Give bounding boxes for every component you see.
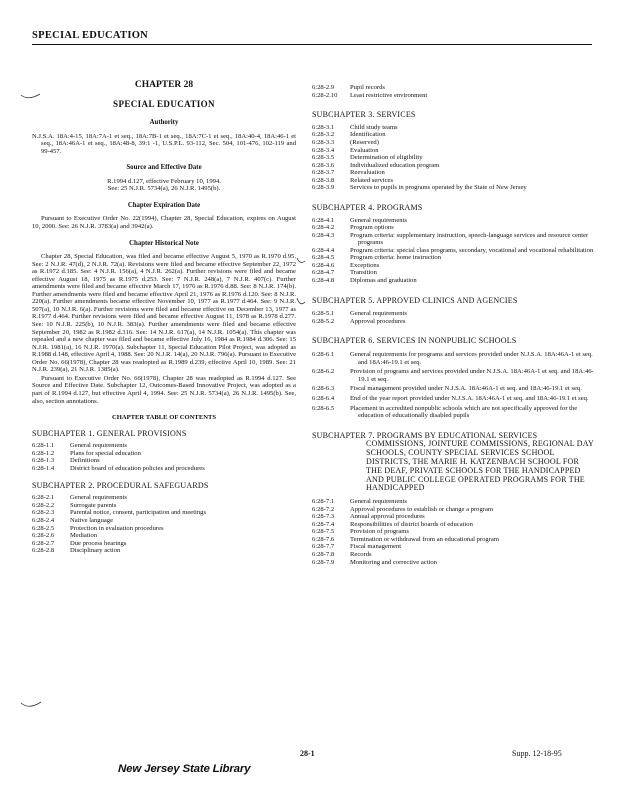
toc-row: 6:28-3.8 Related services — [312, 176, 394, 184]
subchapter-6-list — [312, 351, 594, 419]
toc-row: 6:28-3.1 Child study teams — [312, 123, 398, 131]
toc-row: 6:28-1.2 Plans for special education — [32, 449, 141, 457]
subchapter-5-list — [312, 310, 594, 325]
toc-row: 6:28-4.7 Transition — [312, 269, 377, 277]
toc-row: 6:28-2.9 Pupil records — [312, 84, 385, 91]
source-heading: Source and Effective Date — [126, 164, 202, 172]
subchapter-2-list — [32, 494, 296, 554]
subchapter-7-list — [312, 498, 594, 566]
toc-row: 6:28-5.2 Approval procedures — [312, 317, 406, 325]
subchapter-heading: SUBCHAPTER 1. GENERAL PROVISIONS — [32, 428, 187, 438]
toc-row: 6:28-2.7 Due process hearings — [32, 539, 127, 547]
toc-row: 6:28-3.9 Services to pupils in programs operated by the State of New Jersey — [312, 184, 527, 192]
toc-row: 6:28-7.5 Provision of programs — [312, 528, 409, 536]
page-number: 28-1 — [300, 749, 315, 758]
margin-check-mark-icon — [296, 296, 306, 308]
source-line: R.1994 d.127, effective February 10, 1994. — [107, 177, 221, 185]
toc-row: 6:28-6.2 Provision of programs and services provided under N.J.S.A. 18A:46A-1 et seq. and 18A:46-19.1 et seq. — [312, 368, 594, 383]
toc-row: 6:28-2.3 Parental notice, consent, participation and meetings — [32, 509, 207, 517]
expiration-text: Pursuant to Executive Order No. 22(1994), Chapter 28, Special Education, expires on August 10, 2000. See: 26 N.J.R. 3783(a) and 3942(a). — [32, 215, 296, 231]
toc-row: 6:28-3.3 (Reserved) — [312, 138, 379, 146]
authority-heading: Authority — [149, 119, 179, 127]
toc-heading: CHAPTER TABLE OF CONTENTS — [111, 414, 217, 422]
toc-row: 6:28-7.8 Records — [312, 551, 372, 558]
toc-row: 6:28-7.6 Termination or withdrawal from an educational program — [312, 535, 499, 543]
library-stamp: New Jersey State Library — [118, 763, 251, 775]
running-head: SPECIAL EDUCATION — [32, 30, 149, 41]
toc-row: 6:28-3.5 Determination of eligibility — [312, 154, 423, 162]
subchapter-heading: SUBCHAPTER 7. PROGRAMS BY EDUCATIONAL SERVICES COMMISSIONS, JOINTURE COMMISSIONS, REGIONAL DAY SCHOOLS, COUNTY SPECIAL SERVICES SCHOOL DISTRICTS, THE MARIE H. KATZENBACH SCHOOL FOR THE DEAF, PRIVATE SCHOOLS FOR THE HANDICAPPED AND PUBLIC COLLEGE OPERATED PROGRAMS FOR THE HANDICAPPED — [312, 430, 594, 493]
source-line: See: 25 N.J.R. 5734(a), 26 N.J.R. 1495(b). — [107, 185, 221, 193]
authority-text: N.J.S.A. 18A:4-15, 18A:7A-1 et seq., 18A:7B-1 et seq., 18A:7C-1 et seq., 18A:40-4, 18A:46-1 et seq., 18A:46A-1 et seq., 18A:48-8, 39:1 -1, U.S.P.L. 93-112, Sec. 504, 101-476, 102-119 and 99-457. — [32, 132, 296, 155]
toc-row: 6:28-2.5 Protection in evaluation procedures — [32, 524, 164, 532]
expiration-heading: Chapter Expiration Date — [127, 201, 201, 209]
toc-row: 6:28-2.2 Surrogate parents — [32, 501, 117, 509]
right-column — [312, 84, 594, 566]
toc-row: 6:28-7.7 Fiscal management — [312, 543, 402, 551]
toc-row: 6:28-3.6 Individualized education program — [312, 161, 440, 169]
toc-row: 6:28-4.8 Diplomas and graduation — [312, 276, 417, 284]
toc-row: 6:28-1.3 Definitions — [32, 457, 100, 465]
subchapter-heading: SUBCHAPTER 5. APPROVED CLINICS AND AGENCIES — [312, 295, 518, 305]
toc-row: 6:28-4.4 Program criteria: special class programs, secondary, vocational and vocational rehabilitation — [312, 246, 594, 254]
subchapter-4-list — [312, 217, 594, 285]
toc-row: 6:28-1.4 District board of education policies and procedures — [32, 465, 205, 473]
history-paragraph: Pursuant to Executive Order No. 66(1978), Chapter 28 was readopted as R.1994 d.127. See Source and Effective Date. Subchapter 12, Outcomes-Based Innovative Project, was adopted as a part of R.1994 d.127, but effective April 4, 1994. See: 25 N.J.R. 5734(a), 26 N.J.R. 1495(b). See, also, section annotations. — [32, 374, 296, 405]
subchapter-1-list — [32, 442, 296, 472]
header-rule — [32, 44, 592, 45]
toc-row: 6:28-2.8 Disciplinary action — [32, 547, 121, 555]
supplement-date: Supp. 12-18-95 — [512, 749, 562, 758]
history-paragraph: Chapter 28, Special Education, was filed and became effective August 5, 1970 as R.1970 d.95. See: 2 N.J.R. 47(d), 2 N.J.R. 72(a). Revisions were filed and became effective September 22, 1972 as R.1972 d.185. See: 4 N.J.R. 156(a), 4 N.J.R. 262(a). Further revisions were filed and became effective August 18, 1975 as R.1975 d.253. See: 7 N.J.R. 248(a), 7 N.J.R. 407(c). Further amendments were filed and became effective March 17, 1976 as R.1976 d.88. See: 8 N.J.R. 174(b). Further amendments were filed and became effective April 21, 1976 as R.1976 d.120. See: 8 N.J.R. 220(a). Further amendments became effective November 10, 1977 as R.1977 d.464. See: 9 N.J.R. 507(a), 10 N.J.R. 6(a). Further revisions were filed and became effective on December 13, 1977 as R.1977 d.464. Further revisions were filed and became effective August 11, 1978 as R.1978 d.277. See: 10 N.J.R. 225(b), 10 N.J.R. 383(a). Further amendments were filed and became effective September 20, 1982 as R.1982 d.316. See: 14 N.J.R. 617(a), 14 N.J.R. 1054(a). This chapter was repealed and a new chapter was filed and became effective July 16, 1984 as R.1984 d.306. See: 15 N.J.R. 1981(a), 16 N.J.R. 1970(a). Subchapter 11, Special Education Pilot Project, was adopted as R.1988 d.148, effective April 4, 1988. See: 20 N.J.R. 14(a), 20 N.J.R. 796(a). Pursuant to Executive Order No. 66(1978), Chapter 28 was readopted as R.1989 d.239, effective April 10, 1989. See: 21 N.J.R. 239(a), 21 N.J.R. 1385(a). — [32, 253, 296, 374]
toc-row: 6:28-6.3 Fiscal management provided under N.J.S.A. 18A:46A-1 et seq. and 18A:46-19.1 et seq. — [312, 385, 582, 393]
subchapter-heading: SUBCHAPTER 6. SERVICES IN NONPUBLIC SCHOOLS — [312, 336, 517, 346]
subchapter-heading: SUBCHAPTER 2. PROCEDURAL SAFEGUARDS — [32, 480, 209, 490]
toc-row: 6:28-3.7 Reevaluation — [312, 169, 385, 177]
subchapter-heading: SUBCHAPTER 4. PROGRAMS — [312, 202, 423, 212]
toc-row: 6:28-6.4 End of the year report provided under N.J.S.A. 18A:46A-1 et seq. and 18A:46-19.1 et seq. — [312, 394, 589, 402]
margin-check-mark-icon — [296, 256, 306, 266]
toc-row: 6:28-3.4 Evaluation — [312, 146, 379, 154]
toc-row: 6:28-7.4 Responsibilities of district boards of education — [312, 520, 473, 528]
toc-row: 6:28-2.10 Least restrictive environment — [312, 91, 428, 99]
subchapter-heading: SUBCHAPTER 3. SERVICES — [312, 110, 416, 120]
toc-row: 6:28-7.1 General requirements — [312, 498, 407, 506]
toc-row: 6:28-4.3 Program criteria: supplementary instruction, speech-language services and resource center programs — [312, 231, 589, 247]
toc-row: 6:28-4.1 General requirements — [312, 216, 407, 224]
toc-row: 6:28-2.4 Native language — [32, 517, 114, 525]
toc-row: 6:28-7.2 Approval procedures to establish or change a program — [312, 505, 493, 513]
toc-row: 6:28-6.1 General requirements for programs and services provided under N.J.S.A. 18A:46A-1 et seq. and 18A:46-19.1 et seq. — [312, 351, 593, 366]
toc-row: 6:28-2.1 General requirements — [32, 494, 127, 502]
toc-row: 6:28-4.5 Program criteria: home instruction — [312, 254, 442, 262]
chapter-number: CHAPTER 28 — [134, 80, 194, 90]
toc-row: 6:28-6.5 Placement in accredited nonpublic schools which are not specifically approved for the education of educationally disabled pupils — [312, 404, 578, 420]
toc-row: 6:28-1.1 General requirements — [32, 442, 127, 450]
toc-row: 6:28-7.9 Monitoring and corrective action — [312, 558, 437, 566]
toc-row: 6:28-2.6 Mediation — [32, 532, 98, 540]
toc-row: 6:28-5.1 General requirements — [312, 310, 407, 318]
subchapter-3-list — [312, 124, 594, 192]
chapter-title: SPECIAL EDUCATION — [113, 98, 215, 109]
toc-row: 6:28-4.2 Program options — [312, 224, 394, 232]
left-column — [32, 82, 296, 555]
toc-row: 6:28-3.2 Identification — [312, 131, 386, 139]
subchapter-2-continued-list — [312, 84, 594, 99]
toc-row: 6:28-4.6 Exceptions — [312, 261, 380, 269]
toc-row: 6:28-7.3 Annual approval procedures — [312, 513, 425, 521]
margin-check-mark-icon — [20, 700, 42, 712]
history-heading: Chapter Historical Note — [129, 239, 199, 247]
